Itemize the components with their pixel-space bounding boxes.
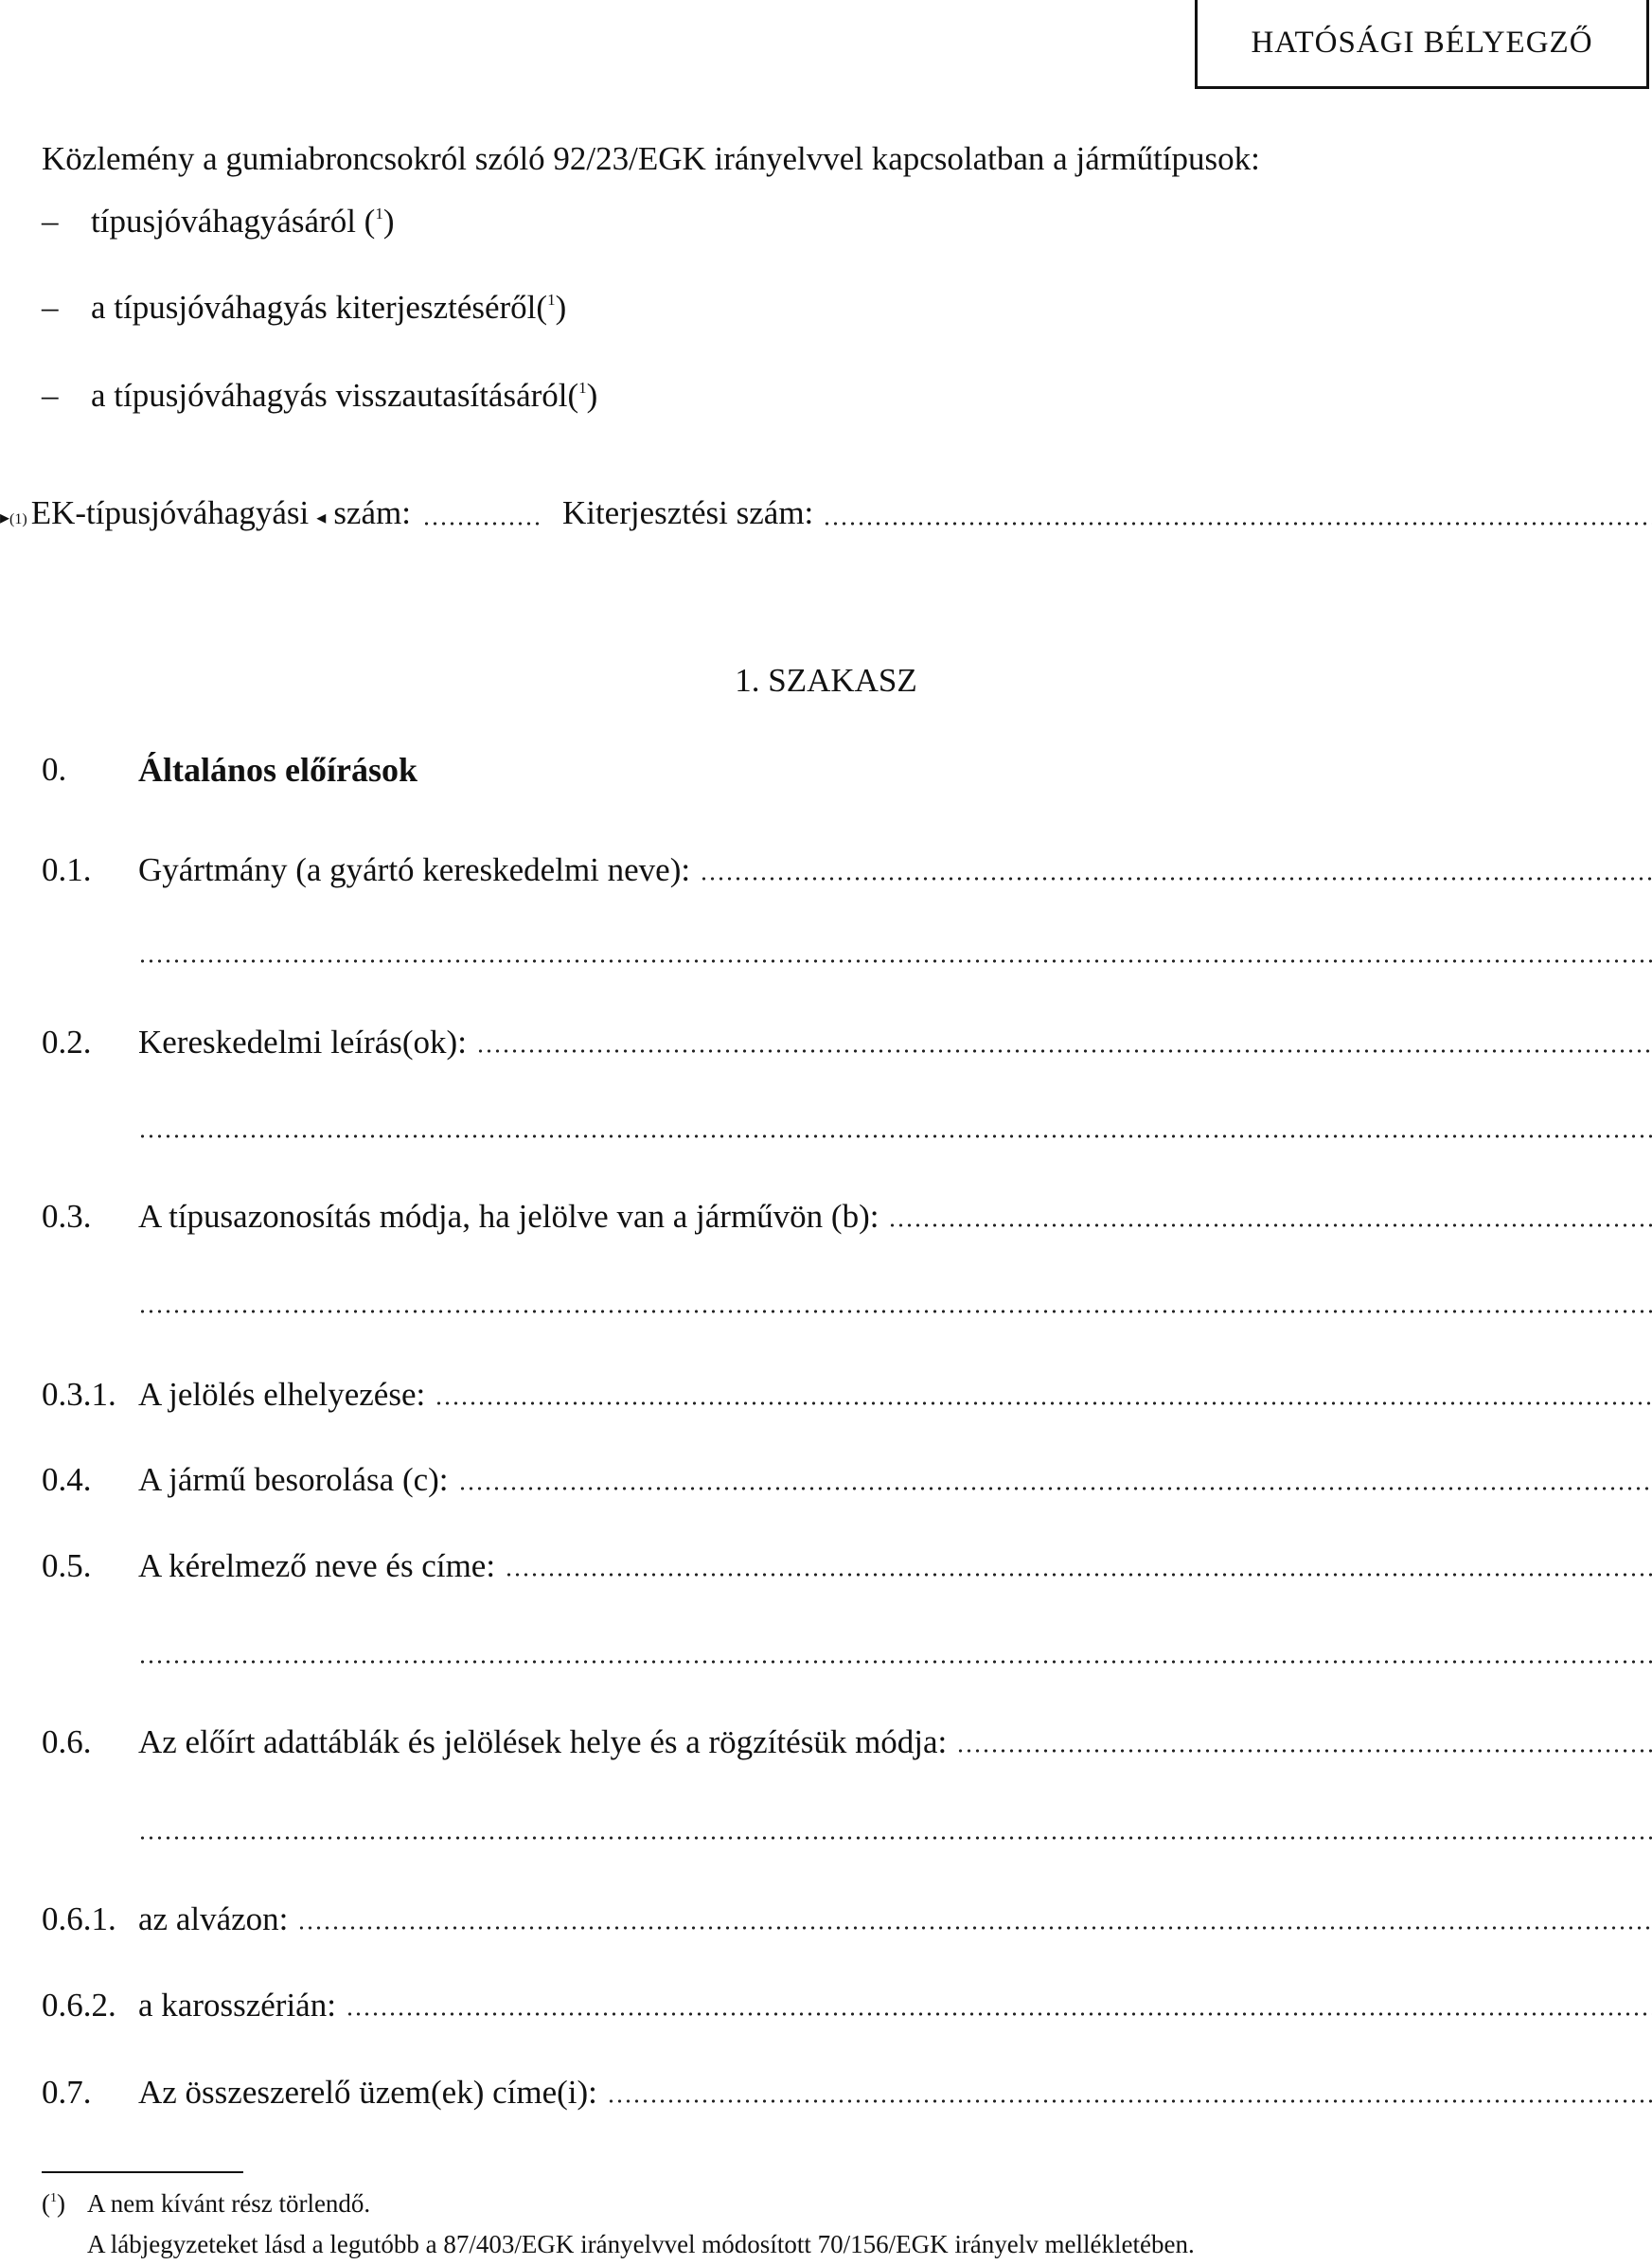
- approval-number-label: szám:: [333, 494, 411, 531]
- intro-text: Közlemény a gumiabroncsokról szóló 92/23/EGK irányelvvel kapcsolatban a járműtípusok:: [42, 140, 1260, 177]
- field-label: Kereskedelmi leírás(ok):: [138, 1024, 467, 1061]
- field-label: Az összeszerelő üzem(ek) címe(i):: [138, 2074, 597, 2111]
- field-row-0-6: [42, 1721, 1652, 1765]
- option-text: a típusjóváhagyás visszautasításáról(: [91, 377, 579, 414]
- field-number: 0.3.: [42, 1198, 92, 1235]
- field-row-0-2: [42, 1022, 1652, 1065]
- commercial-description-field[interactable]: [476, 1024, 1652, 1054]
- footnote-paren: ): [57, 2189, 65, 2218]
- option-refusal: [91, 375, 597, 417]
- vehicle-category-field[interactable]: [458, 1461, 1652, 1491]
- option-text: típusjóváhagyásáról (: [91, 203, 376, 240]
- approval-number-field[interactable]: [422, 496, 542, 526]
- field-row-0-1: [42, 849, 1652, 893]
- type-identification-field-continuation[interactable]: [138, 1308, 1652, 1315]
- heading-number: 0.: [42, 751, 67, 788]
- field-row-0-7: [42, 2072, 1652, 2115]
- chassis-field[interactable]: [297, 1900, 1652, 1931]
- stamp-label: HATÓSÁGI BÉLYEGZŐ: [1251, 26, 1593, 60]
- section-title: 1. SZAKASZ: [735, 662, 917, 699]
- option-close: ): [555, 289, 567, 326]
- option-dash: –: [42, 377, 59, 414]
- applicant-field-continuation[interactable]: [138, 1658, 1652, 1666]
- authority-stamp-box: [1195, 0, 1649, 89]
- field-number: 0.4.: [42, 1461, 92, 1498]
- approval-label: EK-típusjóváhagyási: [30, 494, 310, 531]
- field-label: A kérelmező neve és címe:: [138, 1547, 496, 1584]
- field-label: Gyártmány (a gyártó kereskedelmi neve):: [138, 851, 691, 888]
- extension-number-label: Kiterjesztési szám:: [561, 494, 814, 531]
- heading-title: Általános előírások: [138, 751, 418, 789]
- footnote-rule: [42, 2171, 243, 2173]
- field-number: 0.7.: [42, 2074, 92, 2111]
- field-label: A típusazonosítás módja, ha jelölve van a járművön (b):: [138, 1198, 879, 1235]
- field-number: 0.6.1.: [42, 1900, 116, 1937]
- option-approval: [91, 201, 395, 242]
- footnote-1-text: A nem kívánt rész törlendő.: [87, 2189, 371, 2218]
- field-row-0-6-2: [42, 1985, 1652, 2028]
- option-extension: [91, 287, 566, 329]
- field-label: az alvázon:: [138, 1900, 289, 1937]
- footnote-ref: 1: [547, 291, 556, 309]
- option-dash: –: [42, 289, 59, 326]
- marking-location-field[interactable]: [435, 1376, 1652, 1406]
- field-number: 0.1.: [42, 851, 92, 888]
- option-text: a típusjóváhagyás kiterjesztéséről(: [91, 289, 548, 326]
- commercial-description-field-continuation[interactable]: [138, 1132, 1652, 1140]
- field-label: a karosszérián:: [138, 1987, 336, 2024]
- approval-number-line: ▸ (1) EK-típusjóváhagyási ◂ szám: Kiterjesztési szám:: [0, 492, 1652, 536]
- option-dash: –: [42, 203, 59, 240]
- field-row-0-4: [42, 1459, 1652, 1503]
- option-close: ): [382, 203, 395, 240]
- footnote-paren: (: [42, 2189, 50, 2218]
- footnote-ref: 1: [50, 2191, 57, 2205]
- field-number: 0.5.: [42, 1547, 92, 1584]
- option-close: ): [586, 377, 598, 414]
- plates-location-field-continuation[interactable]: [138, 1834, 1652, 1842]
- footnote-ref: 1: [578, 379, 587, 397]
- field-row-0-5: [42, 1545, 1652, 1589]
- assembly-plant-field[interactable]: [607, 2074, 1652, 2104]
- field-label: A jelölés elhelyezése:: [138, 1376, 426, 1413]
- type-identification-field[interactable]: [888, 1198, 1652, 1228]
- field-number: 0.6.: [42, 1723, 92, 1760]
- manufacturer-field[interactable]: [700, 851, 1652, 882]
- field-label: A jármű besorolása (c):: [138, 1461, 449, 1498]
- amendment-end-marker: ◂: [316, 508, 327, 528]
- body-field[interactable]: [346, 1987, 1652, 2017]
- field-number: 0.2.: [42, 1024, 92, 1061]
- field-row-0-6-1: [42, 1899, 1652, 1942]
- footnote-ref: 1: [375, 205, 383, 223]
- plates-location-field[interactable]: [956, 1723, 1652, 1754]
- amendment-start-marker: ▸: [0, 508, 10, 528]
- footnote-1: [42, 2187, 65, 2220]
- field-number: 0.6.2.: [42, 1987, 116, 2024]
- field-label: Az előírt adattáblák és jelölések helye és a rögzítésük módja:: [138, 1723, 948, 1760]
- field-row-0-3-1: [42, 1374, 1652, 1418]
- field-number: 0.3.1.: [42, 1376, 116, 1413]
- manufacturer-field-continuation[interactable]: [138, 957, 1652, 965]
- extension-number-field[interactable]: [823, 496, 1652, 526]
- section-heading: [42, 749, 1652, 793]
- applicant-field[interactable]: [505, 1547, 1652, 1578]
- field-row-0-3: [42, 1196, 1652, 1240]
- footnote-reference-note: A lábjegyzeteket lásd a legutóbb a 87/403/EGK irányelvvel módosított 70/156/EGK irányelv mellékletében.: [87, 2230, 1195, 2258]
